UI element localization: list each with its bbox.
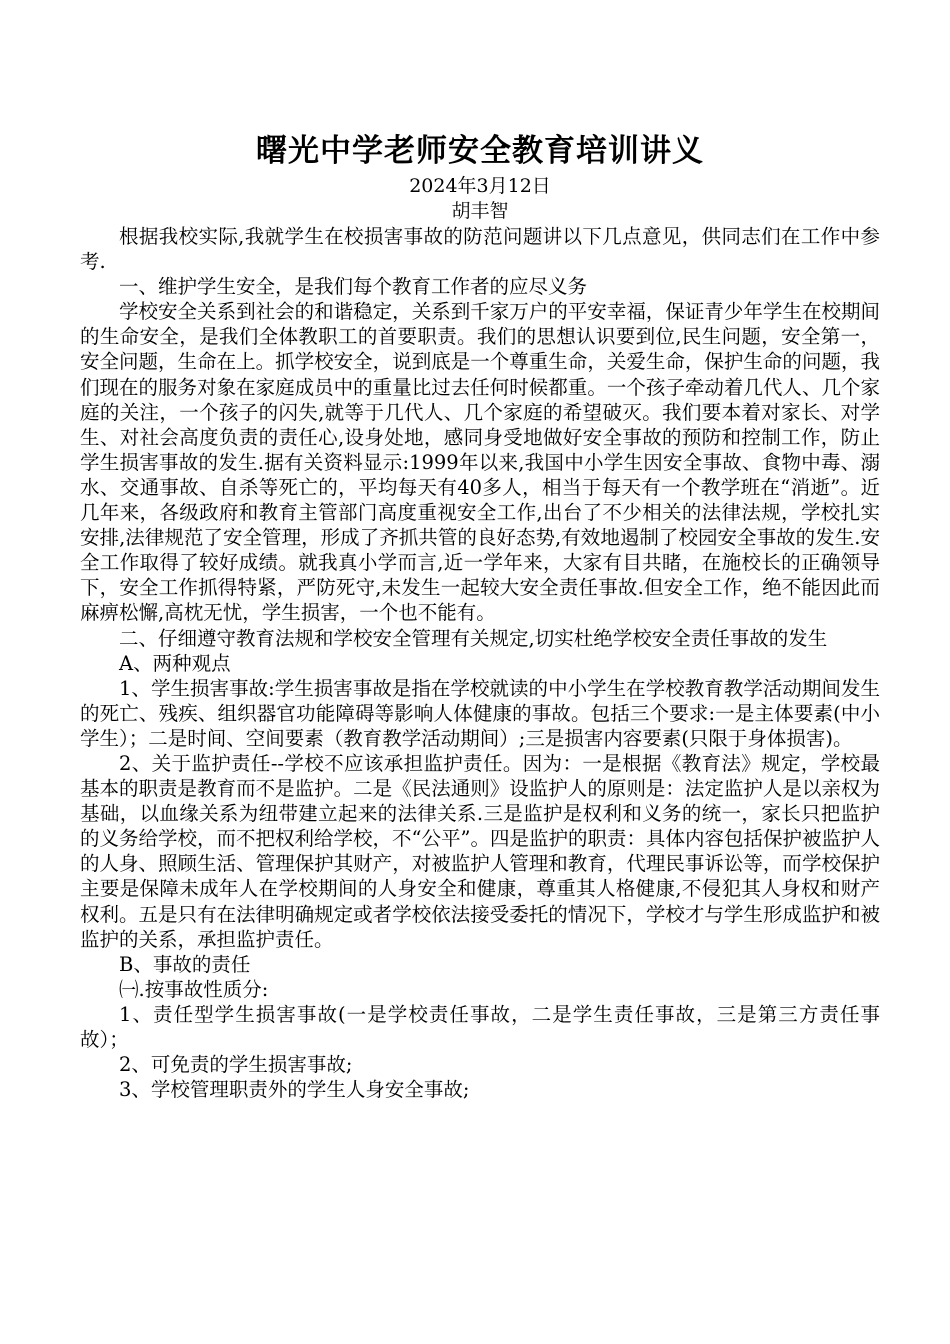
document-body — [80, 224, 880, 1102]
list-item: 1、责任型学生损害事故(一是学校责任事故，二是学生责任事故，三是第三方责任事故）； — [80, 1002, 880, 1051]
subsection-heading-a: A、两种观点 — [119, 651, 231, 675]
document-author: 胡丰智 — [451, 200, 509, 222]
document-page — [80, 128, 880, 1102]
document-title: 曙光中学老师安全教育培训讲义 — [256, 133, 704, 169]
list-item: 3、学校管理职责外的学生人身安全事故; — [119, 1078, 470, 1102]
intro-paragraph: 根据我校实际,我就学生在校损害事故的防范问题讲以下几点意见，供同志们在工作中参考. — [80, 225, 880, 274]
document-date: 2024年3月12日 — [409, 175, 551, 197]
section-heading-2: 二、仔细遵守教育法规和学校安全管理有关规定,切实杜绝学校安全责任事故的发生 — [119, 626, 828, 650]
body-paragraph: 2、关于监护责任--学校不应该承担监护责任。因为：一是根据《教育法》规定，学校最基本的职责是教育而不是监护。二是《民法通则》设监护人的原则是：法定监护人是以亲权为基础，以血缘关系为纽带建立起来的法律关系.三是监护是权利和义务的统一，家长只把监护的义务给学校，而不把权利给学校，不“公平”。四是监护的职责：具体内容包括保护被监护人的人身、照顾生活、管理保护其财产，对被监护人管理和教育，代理民事诉讼等，而学校保护主要是保障未成年人在学校期间的人身安全和健康，尊重其人格健康,不侵犯其人身权和财产权利。五是只有在法律明确规定或者学校依法接受委托的情况下，学校才与学生形成监护和被监护的关系，承担监护责任。 — [80, 751, 880, 951]
list-item: 2、可免责的学生损害事故; — [119, 1053, 353, 1077]
body-paragraph: 学校安全关系到社会的和谐稳定，关系到千家万户的平安幸福，保证青少年学生在校期间的生命安全，是我们全体教职工的首要职责。我们的思想认识要到位,民生问题，安全第一，安全问题，生命在上。抓学校安全，说到底是一个尊重生命，关爱生命，保护生命的问题，我们现在的服务对象在家庭成员中的重量比过去任何时候都重。一个孩子牵动着几代人、几个家庭的关注，一个孩子的闪失,就等于几代人、几个家庭的希望破灭。我们要本着对家长、对学生、对社会高度负责的责任心,设身处地，感同身受地做好安全事故的预防和控制工作，防止学生损害事故的发生.据有关资料显示:1999年以来,我国中小学生因安全事故、食物中毒、溺水、交通事故、自杀等死亡的，平均每天有40多人，相当于每天有一个教学班在“消逝”。近几年来，各级政府和教育主管部门高度重视安全工作,出台了不少相关的法律法规，学校扎实安排,法律规范了安全管理，形成了齐抓共管的良好态势,有效地遏制了校园安全事故的发生.安全工作取得了较好成绩。就我真小学而言,近一学年来，大家有目共睹，在施校长的正确领导下，安全工作抓得特紧，严防死守,未发生一起较大安全责任事故.但安全工作，绝不能因此而麻痹松懈,高枕无忧，学生损害，一个也不能有。 — [80, 300, 880, 625]
subsection-heading-b: B、事故的责任 — [119, 952, 251, 976]
section-heading-1: 一、维护学生安全，是我们每个教育工作者的应尽义务 — [119, 275, 588, 299]
list-heading: ㈠.按事故性质分: — [119, 977, 269, 1001]
body-paragraph: 1、学生损害事故:学生损害事故是指在学校就读的中小学生在学校教育教学活动期间发生的死亡、残疾、组织器官功能障碍等影响人体健康的事故。包括三个要求:一是主体要素(中小学生）；二是时间、空间要素（教育教学活动期间）;三是损害内容要素(只限于身体损害)。 — [80, 676, 880, 750]
